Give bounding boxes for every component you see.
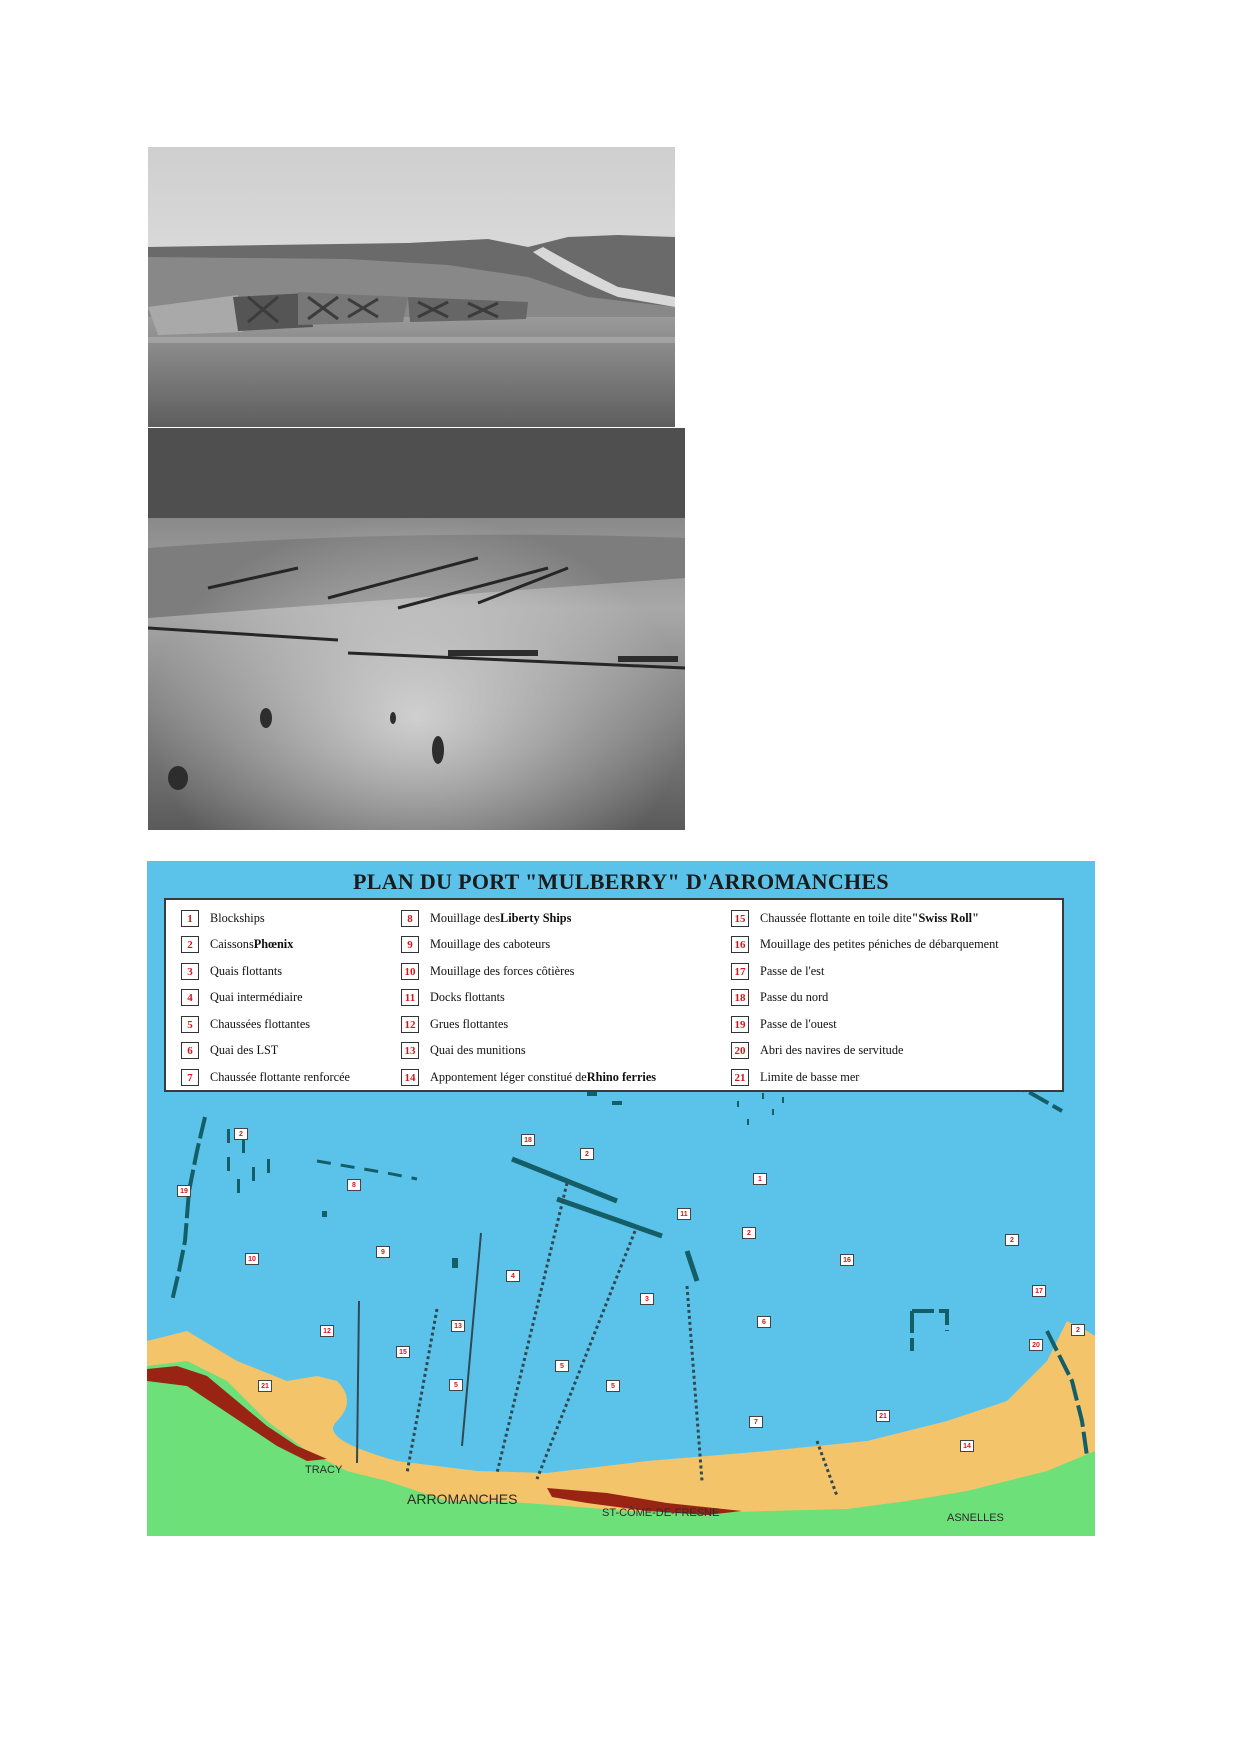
legend-text: Passe de l'ouest — [760, 1016, 837, 1031]
legend-item — [181, 961, 282, 981]
legend-item — [731, 1041, 903, 1061]
legend-number: 2 — [181, 936, 199, 953]
legend-item — [731, 908, 979, 928]
place-label-st-come-de-fresne: ST-CÔME-DE-FRESNE — [602, 1507, 720, 1519]
legend-number: 15 — [731, 910, 749, 927]
legend-item — [181, 908, 265, 928]
map-marker-16: 16 — [840, 1254, 854, 1266]
legend-text-bold: Liberty Ships — [500, 910, 572, 925]
map-marker-10: 10 — [245, 1253, 259, 1265]
legend-item — [181, 1014, 310, 1034]
map-marker-5: 5 — [555, 1360, 569, 1372]
map-marker-19: 19 — [177, 1185, 191, 1197]
place-label-tracy: TRACY — [305, 1464, 343, 1476]
legend-number: 4 — [181, 989, 199, 1006]
map-marker-14: 14 — [960, 1440, 974, 1452]
legend-text: Blockships — [210, 910, 265, 925]
legend-item — [401, 961, 574, 981]
map-marker-2: 2 — [1005, 1234, 1019, 1246]
legend-item — [731, 961, 824, 981]
map-marker-21: 21 — [876, 1410, 890, 1422]
legend-number: 1 — [181, 910, 199, 927]
legend-text: Chaussées flottantes — [210, 1016, 311, 1031]
legend-text: Mouillage des forces côtières — [430, 963, 575, 978]
legend-item — [731, 1014, 837, 1034]
legend-text: Abri des navires de servitude — [760, 1043, 904, 1057]
legend-text-bold: "Swiss Roll" — [911, 910, 979, 925]
map-marker-17: 17 — [1032, 1285, 1046, 1297]
pier-caisson-photo — [148, 147, 675, 427]
legend-number: 12 — [401, 1016, 419, 1033]
map-marker-2: 2 — [234, 1128, 248, 1140]
legend-item — [401, 1067, 656, 1087]
legend-item — [401, 935, 550, 955]
map-legend — [164, 898, 1064, 1092]
legend-number: 8 — [401, 910, 419, 927]
map-marker-13: 13 — [451, 1320, 465, 1332]
map-marker-1: 1 — [753, 1173, 767, 1185]
legend-number: 19 — [731, 1016, 749, 1033]
legend-text: Mouillage des caboteurs — [430, 937, 551, 951]
map-marker-3: 3 — [640, 1293, 654, 1305]
legend-text: Limite de basse mer — [760, 1069, 860, 1084]
map-marker-15: 15 — [396, 1346, 410, 1358]
legend-text: Mouillage des — [430, 910, 501, 925]
map-marker-11: 11 — [677, 1208, 691, 1220]
legend-item — [181, 1067, 350, 1087]
map-marker-20: 20 — [1029, 1339, 1043, 1351]
legend-text-bold: Phœnix — [253, 937, 294, 951]
legend-item — [401, 988, 505, 1008]
mulberry-harbour-map — [147, 861, 1095, 1536]
legend-number: 10 — [401, 963, 419, 980]
legend-item — [731, 1067, 859, 1087]
legend-text: Chaussée flottante en toile dite — [760, 910, 912, 925]
legend-item — [181, 1041, 278, 1061]
legend-text: Mouillage des petites péniches de débarquement — [760, 937, 999, 951]
map-marker-12: 12 — [320, 1325, 334, 1337]
legend-item — [401, 1014, 508, 1034]
legend-number: 14 — [401, 1069, 419, 1086]
map-marker-18: 18 — [521, 1134, 535, 1146]
legend-item — [731, 988, 828, 1008]
map-marker-7: 7 — [749, 1416, 763, 1428]
legend-item — [401, 1041, 526, 1061]
legend-text: Quai intermédiaire — [210, 990, 303, 1004]
legend-number: 18 — [731, 989, 749, 1006]
legend-number: 21 — [731, 1069, 749, 1086]
place-label-arromanches: ARROMANCHES — [407, 1491, 518, 1507]
legend-number: 17 — [731, 963, 749, 980]
place-label-asnelles: ASNELLES — [947, 1512, 1004, 1524]
legend-text: Quai des munitions — [430, 1043, 526, 1057]
legend-number: 11 — [401, 989, 419, 1006]
legend-text: Caissons — [210, 937, 254, 951]
legend-number: 13 — [401, 1042, 419, 1059]
legend-item — [181, 988, 303, 1008]
legend-number: 20 — [731, 1042, 749, 1059]
map-marker-9: 9 — [376, 1246, 390, 1258]
map-marker-2: 2 — [580, 1148, 594, 1160]
legend-text: Chaussée flottante renforcée — [210, 1069, 350, 1084]
legend-item — [401, 908, 571, 928]
aerial-harbour-photo — [148, 428, 685, 830]
map-marker-4: 4 — [506, 1270, 520, 1282]
legend-text: Passe du nord — [760, 990, 829, 1004]
legend-item — [731, 935, 999, 955]
legend-number: 6 — [181, 1042, 199, 1059]
map-marker-2: 2 — [742, 1227, 756, 1239]
map-title: PLAN DU PORT "MULBERRY" D'ARROMANCHES — [353, 869, 889, 894]
map-marker-21: 21 — [258, 1380, 272, 1392]
legend-text: Docks flottants — [430, 990, 505, 1004]
legend-text: Grues flottantes — [430, 1016, 509, 1031]
legend-number: 9 — [401, 936, 419, 953]
legend-number: 3 — [181, 963, 199, 980]
legend-text: Passe de l'est — [760, 963, 825, 978]
legend-text: Quai des LST — [210, 1043, 279, 1057]
map-marker-6: 6 — [757, 1316, 771, 1328]
legend-text: Quais flottants — [210, 963, 283, 978]
map-marker-5: 5 — [606, 1380, 620, 1392]
legend-number: 5 — [181, 1016, 199, 1033]
legend-number: 7 — [181, 1069, 199, 1086]
map-marker-2: 2 — [1071, 1324, 1085, 1336]
legend-item — [181, 935, 293, 955]
legend-number: 16 — [731, 936, 749, 953]
legend-text: Appontement léger constitué de — [430, 1069, 587, 1084]
legend-text-bold: Rhino ferries — [586, 1069, 657, 1084]
map-marker-5: 5 — [449, 1379, 463, 1391]
map-marker-8: 8 — [347, 1179, 361, 1191]
